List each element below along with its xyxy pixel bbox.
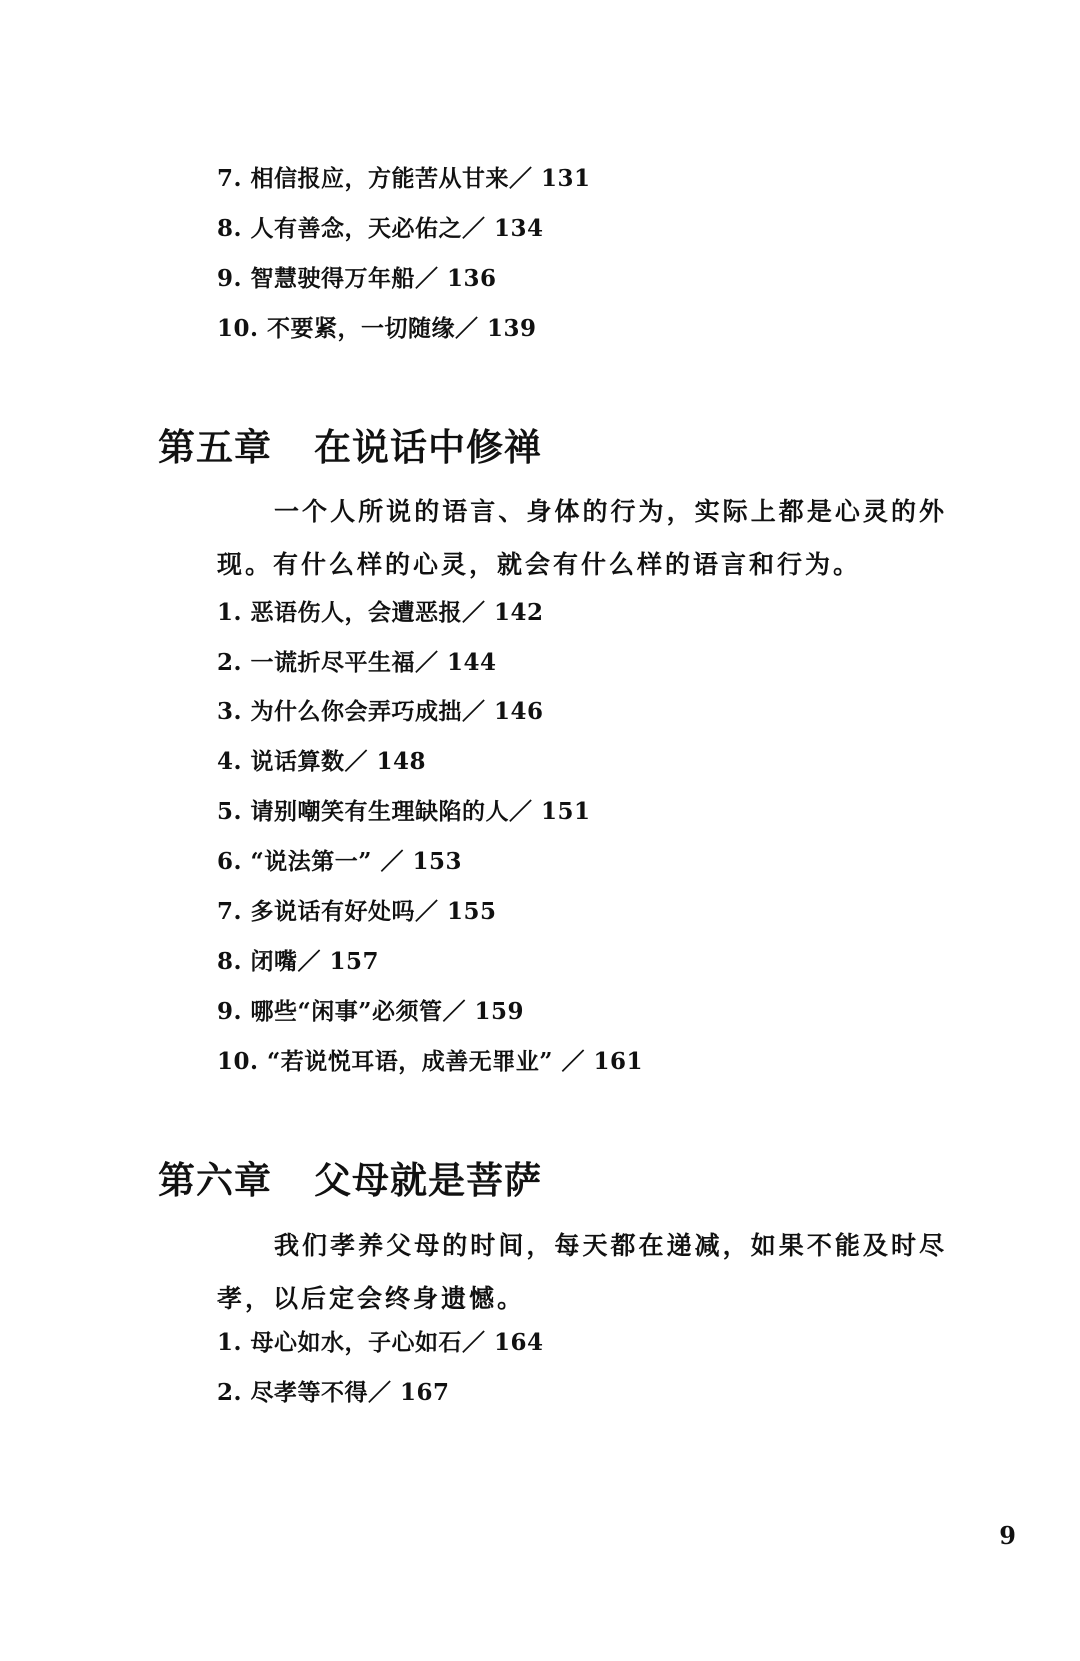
toc-item-5-6[interactable]: 6. “说法第一” ／ 153 bbox=[217, 848, 463, 875]
chapter-6-heading bbox=[158, 1157, 542, 1203]
chapter-5-number: 第五章 bbox=[158, 425, 272, 469]
toc-item-5-9[interactable]: 9. 哪些“闲事”必须管／ 159 bbox=[217, 998, 524, 1025]
chapter-5-title: 在说话中修禅 bbox=[314, 425, 542, 469]
chapter-6-description: 我们孝养父母的时间，每天都在递减，如果不能及时尽孝，以后定会终身遗憾。 bbox=[217, 1231, 947, 1313]
chapter-5-heading bbox=[158, 424, 542, 470]
toc-item-4-9[interactable]: 9. 智慧驶得万年船／ 136 bbox=[217, 265, 497, 292]
toc-item-5-8[interactable]: 8. 闭嘴／ 157 bbox=[217, 948, 380, 975]
toc-item-5-3[interactable]: 3. 为什么你会弄巧成拙／ 146 bbox=[217, 698, 544, 725]
toc-item-5-4[interactable]: 4. 说话算数／ 148 bbox=[217, 748, 427, 775]
page-number: 9 bbox=[999, 1521, 1016, 1550]
toc-item-5-7[interactable]: 7. 多说话有好处吗／ 155 bbox=[217, 898, 497, 925]
toc-item-5-10[interactable]: 10. “若说悦耳语，成善无罪业” ／ 161 bbox=[217, 1048, 644, 1075]
toc-item-5-1[interactable]: 1. 恶语伤人，会遭恶报／ 142 bbox=[217, 599, 544, 626]
chapter-6-title: 父母就是菩萨 bbox=[314, 1158, 542, 1202]
toc-item-5-5[interactable]: 5. 请别嘲笑有生理缺陷的人／ 151 bbox=[217, 798, 591, 825]
toc-item-6-2[interactable]: 2. 尽孝等不得／ 167 bbox=[217, 1379, 450, 1406]
toc-item-5-2[interactable]: 2. 一谎折尽平生福／ 144 bbox=[217, 649, 497, 676]
toc-item-6-1[interactable]: 1. 母心如水，子心如石／ 164 bbox=[217, 1329, 544, 1356]
toc-item-4-10[interactable]: 10. 不要紧，一切随缘／ 139 bbox=[217, 315, 537, 342]
chapter-6-number: 第六章 bbox=[158, 1158, 272, 1202]
chapter-5-description: 一个人所说的语言、身体的行为，实际上都是心灵的外现。有什么样的心灵，就会有什么样的语言和行为。 bbox=[217, 497, 947, 579]
toc-item-4-7[interactable]: 7. 相信报应，方能苦从甘来／ 131 bbox=[217, 165, 591, 192]
toc-item-4-8[interactable]: 8. 人有善念，天必佑之／ 134 bbox=[217, 215, 544, 242]
